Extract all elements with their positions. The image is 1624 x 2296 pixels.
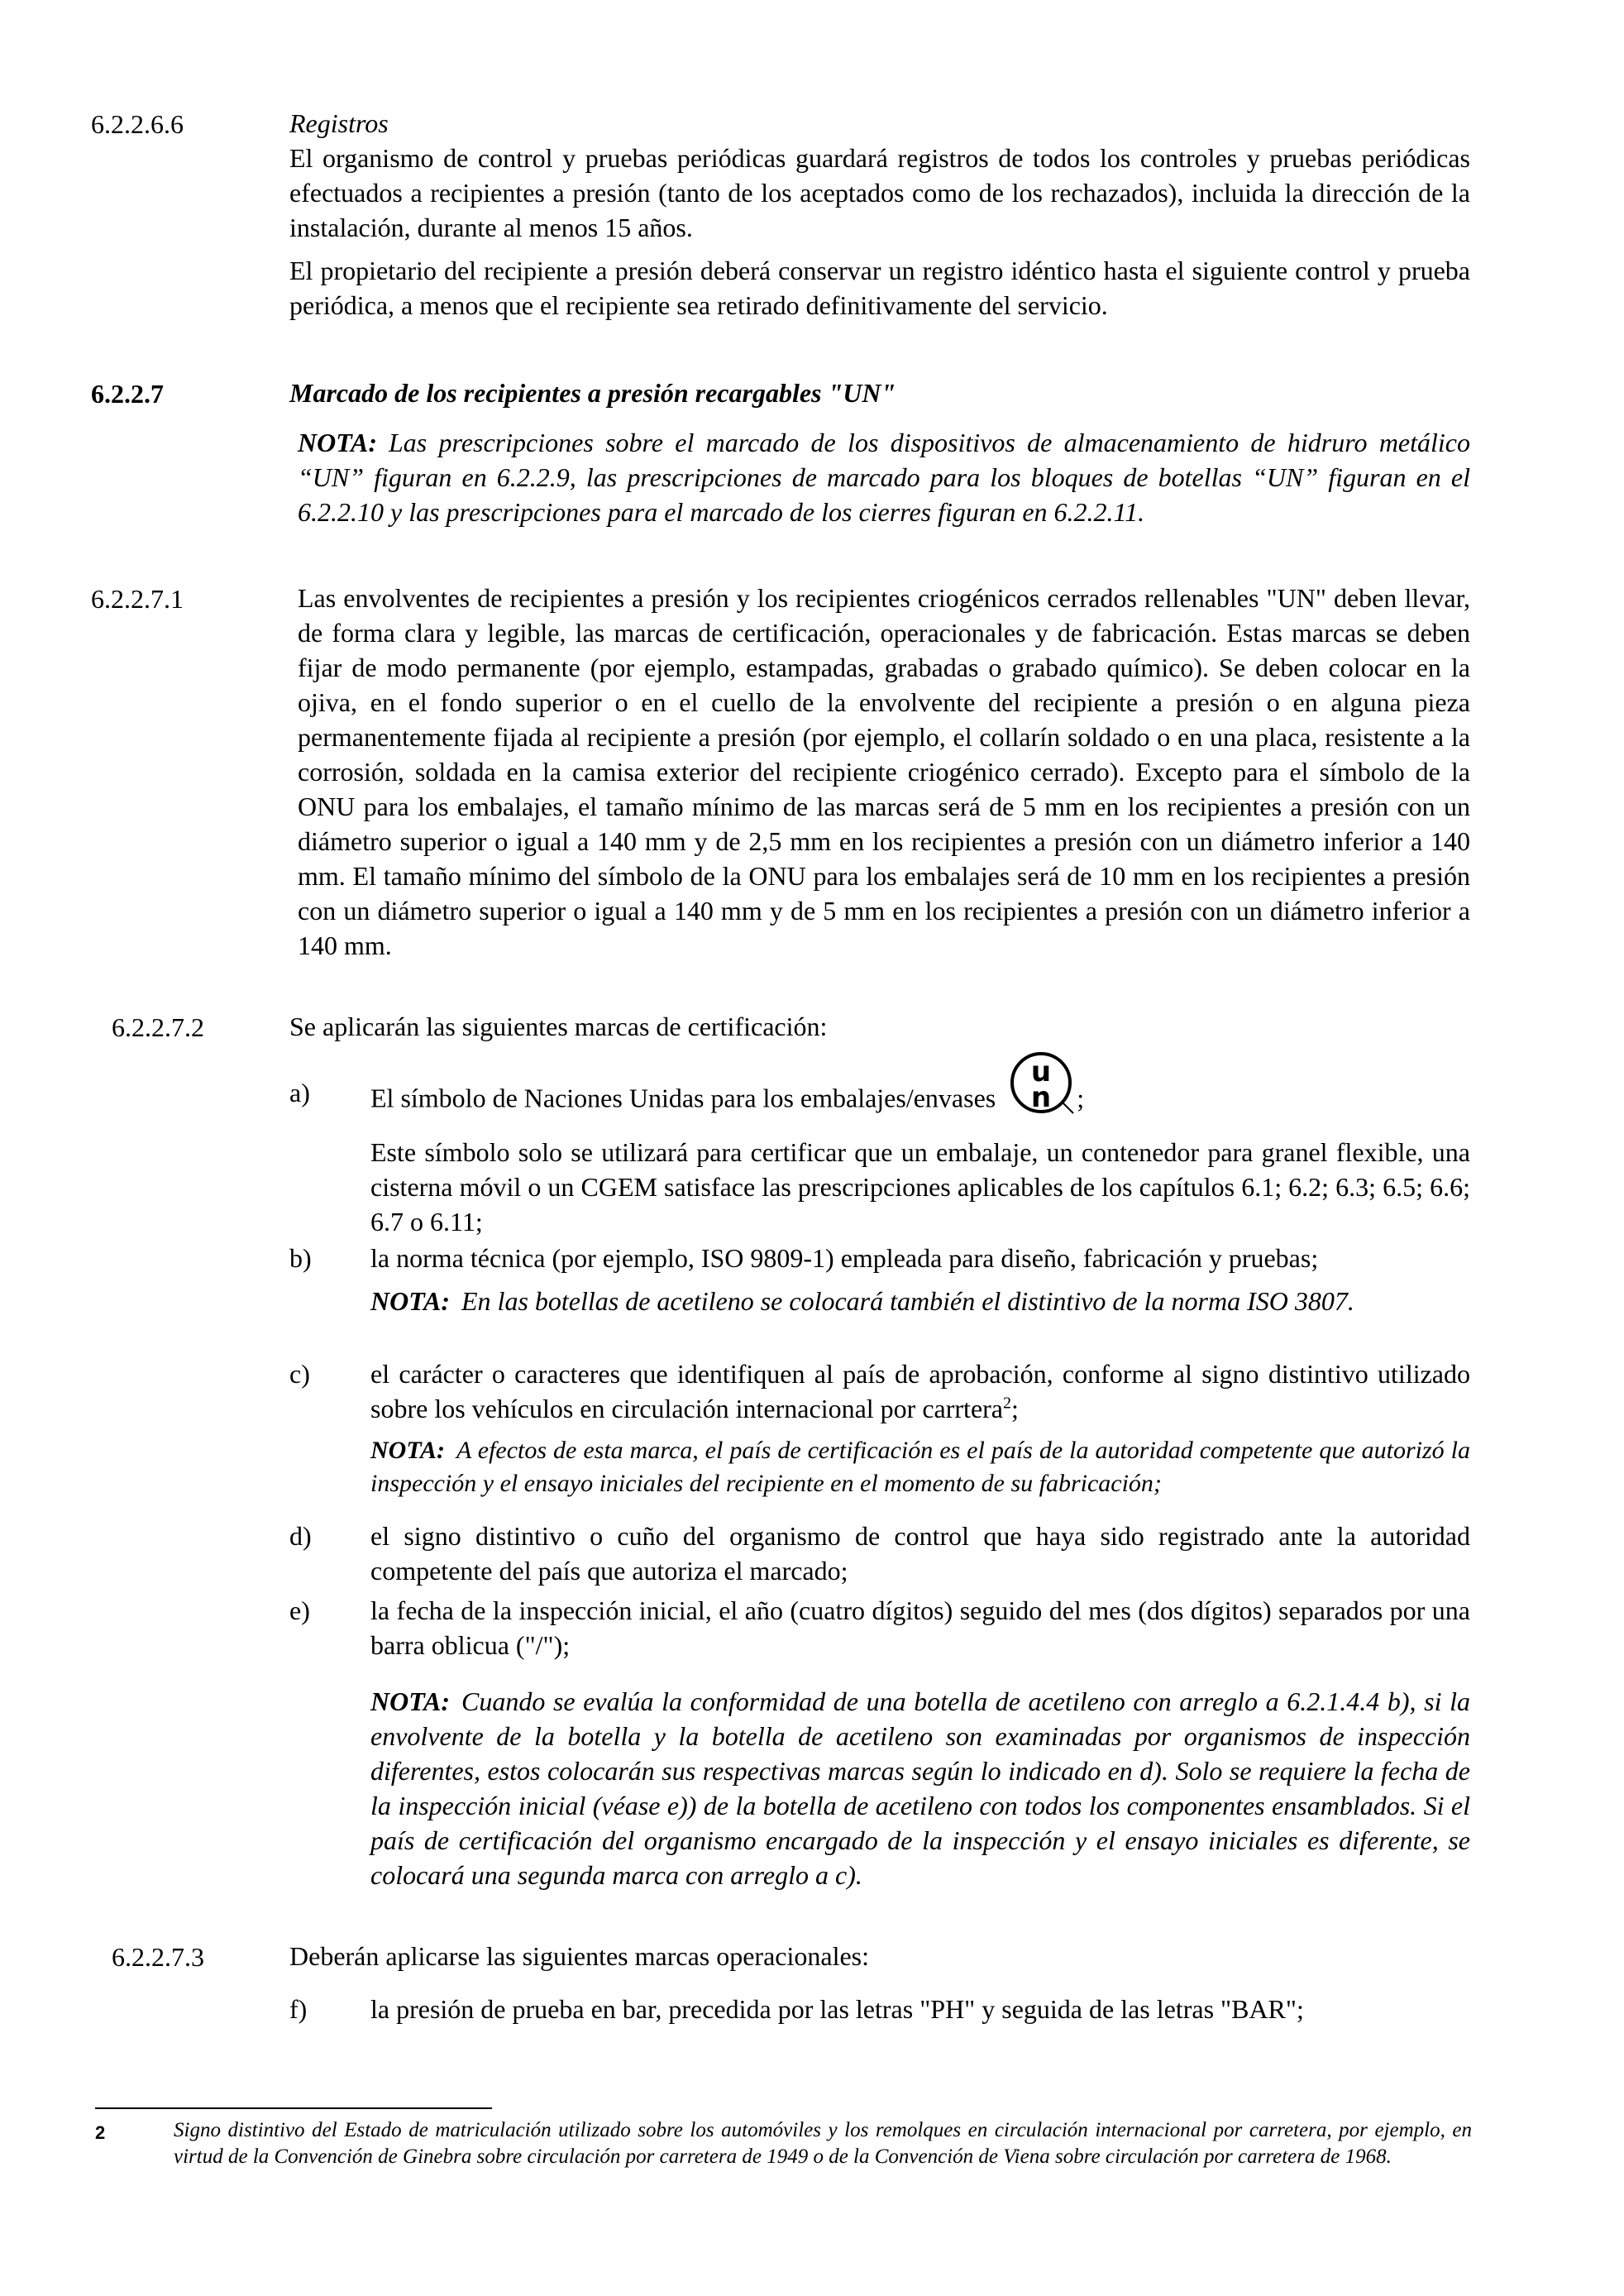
section-number: 6.2.2.7.2 — [112, 1012, 204, 1042]
note — [298, 425, 1470, 529]
item-text: el carácter o caracteres que identifiquen al país de aprobación, conforme al signo distintivo utilizado sobre los vehículos en circulación internacional por carrtera — [370, 1359, 1470, 1423]
item-punct: ; — [1011, 1394, 1019, 1423]
item-label: f) — [289, 1994, 308, 2024]
note-text: A efectos de esta marca, el país de certificación es el país de la autoridad competente que autorizó la inspección y el ensayo iniciales del recipiente en el momento de su fabricación; — [370, 1437, 1470, 1497]
note-label: NOTA: — [370, 1686, 450, 1716]
note-label: NOTA: — [298, 428, 377, 457]
paragraph: El propietario del recipiente a presión deberá conservar un registro idéntico hasta el siguiente control y prueba periódica, a menos que el recipiente sea retirado definitivamente del servicio. — [289, 256, 1470, 320]
paragraph: El organismo de control y pruebas periódicas guardará registros de todos los controles y pruebas periódicas efectuados a recipientes a presión (tanto de los aceptados como de los rechazados), incluida la dirección de la instalación, durante al menos 15 años. — [289, 143, 1470, 242]
note-label: NOTA: — [370, 1437, 445, 1464]
footnote-text: Signo distintivo del Estado de matriculación utilizado sobre los automóviles y los remolques en circulación internacional por carretera, por ejemplo, en virtud de la Convención de Ginebra sobre circulación por carretera de 1949 o de la Convención de Viena sobre circulación por carretera de 1968. — [174, 2119, 1472, 2168]
item-text: la norma técnica (por ejemplo, ISO 9809-1) empleada para diseño, fabricación y pruebas; — [370, 1243, 1319, 1273]
section-number: 6.2.2.7 — [91, 379, 164, 409]
footnote-divider — [95, 2107, 492, 2109]
section-title: Registros — [289, 108, 389, 138]
item-label: c) — [289, 1359, 310, 1389]
section-intro: Se aplicarán las siguientes marcas de certificación: — [289, 1012, 828, 1041]
section-number: 6.2.2.7.3 — [112, 1942, 204, 1972]
note-label: NOTA: — [370, 1286, 450, 1316]
item-label: a) — [289, 1078, 310, 1107]
un-packaging-symbol-icon — [1009, 1050, 1077, 1126]
section-intro: Deberán aplicarse las siguientes marcas operacionales: — [289, 1941, 870, 1971]
item-text: la fecha de la inspección inicial, el año (cuatro dígitos) seguido del mes (dos dígitos) separados por una barra oblicua ("/"); — [370, 1595, 1470, 1660]
section-number: 6.2.2.6.6 — [91, 109, 184, 139]
section-number: 6.2.2.7.1 — [91, 584, 184, 614]
item-label: b) — [289, 1243, 312, 1273]
item-text: el signo distintivo o cuño del organismo de control que haya sido registrado ante la autoridad competente del país que autoriza el marcado; — [370, 1521, 1470, 1586]
paragraph: Las envolventes de recipientes a presión y los recipientes criogénicos cerrados rellenables "UN" deben llevar, de forma clara y legible, las marcas de certificación, operacionales y de fabricación. Estas marcas se deben fijar de modo permanente (por ejemplo, estampadas, grabadas o grabado químico). Se deben colocar en la ojiva, en el fondo superior o en el cuello de la envolvente del recipiente a presión o en alguna pieza permanentemente fijada al recipiente a presión (por ejemplo, el collarín soldado o en una placa, resistente a la corrosión, soldada en la camisa exterior del recipiente criogénico cerrado). Excepto para el símbolo de la ONU para los embalajes, el tamaño mínimo de las marcas será de 5 mm en los recipientes a presión con un diámetro superior o igual a 140 mm y de 2,5 mm en los recipientes a presión con un diámetro inferior a 140 mm. El tamaño mínimo del símbolo de la ONU para los embalajes será de 10 mm en los recipientes a presión con un diámetro superior o igual a 140 mm y de 5 mm en los recipientes a presión con un diámetro inferior a 140 mm. — [298, 583, 1470, 960]
item-paragraph: Este símbolo solo se utilizará para certificar que un embalaje, un contenedor para granel flexible, una cisterna móvil o un CGEM satisface las prescripciones aplicables de los capítulos 6.1; 6.2; 6.3; 6.5; 6.6; 6.7 o 6.11; — [370, 1137, 1470, 1236]
note — [370, 1434, 1470, 1500]
svg-text:n: n — [1031, 1081, 1052, 1114]
note — [370, 1284, 1470, 1318]
note — [370, 1684, 1470, 1892]
item-label: e) — [289, 1595, 310, 1625]
note-text: Las prescripciones sobre el marcado de los dispositivos de almacenamiento de hidruro metálico “UN” figuran en 6.2.2.9, las prescripciones de marcado para los bloques de botellas “UN” figuran en el 6.2.2.10 y las prescripciones para el marcado de los cierres figuran en 6.2.2.11. — [298, 428, 1470, 527]
note-text: En las botellas de acetileno se colocará también el distintivo de la norma ISO 3807. — [461, 1286, 1354, 1316]
svg-text:u: u — [1031, 1055, 1052, 1088]
footnote-ref: 2 — [1003, 1394, 1011, 1413]
footnote-number: 2 — [95, 2122, 106, 2143]
note-text: Cuando se evalúa la conformidad de una botella de acetileno con arreglo a 6.2.1.4.4 b), si la envolvente de la botella y la botella de acetileno son examinadas por organismos de inspección diferentes, estos colocarán sus respectivas marcas según lo indicado en d). Solo se requiere la fecha de la inspección inicial (véase e)) de la botella de acetileno con todos los componentes ensamblados. Si el país de certificación del organismo encargado de la inspección y el ensayo iniciales es diferente, se colocará una segunda marca con arreglo a c). — [370, 1686, 1470, 1890]
item-punct: ; — [1077, 1083, 1085, 1113]
item-text: El símbolo de Naciones Unidas para los embalajes/envases — [370, 1083, 996, 1113]
section-title: Marcado de los recipientes a presión recargables "UN" — [289, 378, 896, 408]
item-label: d) — [289, 1521, 312, 1551]
item-text: la presión de prueba en bar, precedida por las letras "PH" y seguida de las letras "BAR"; — [370, 1994, 1304, 2024]
